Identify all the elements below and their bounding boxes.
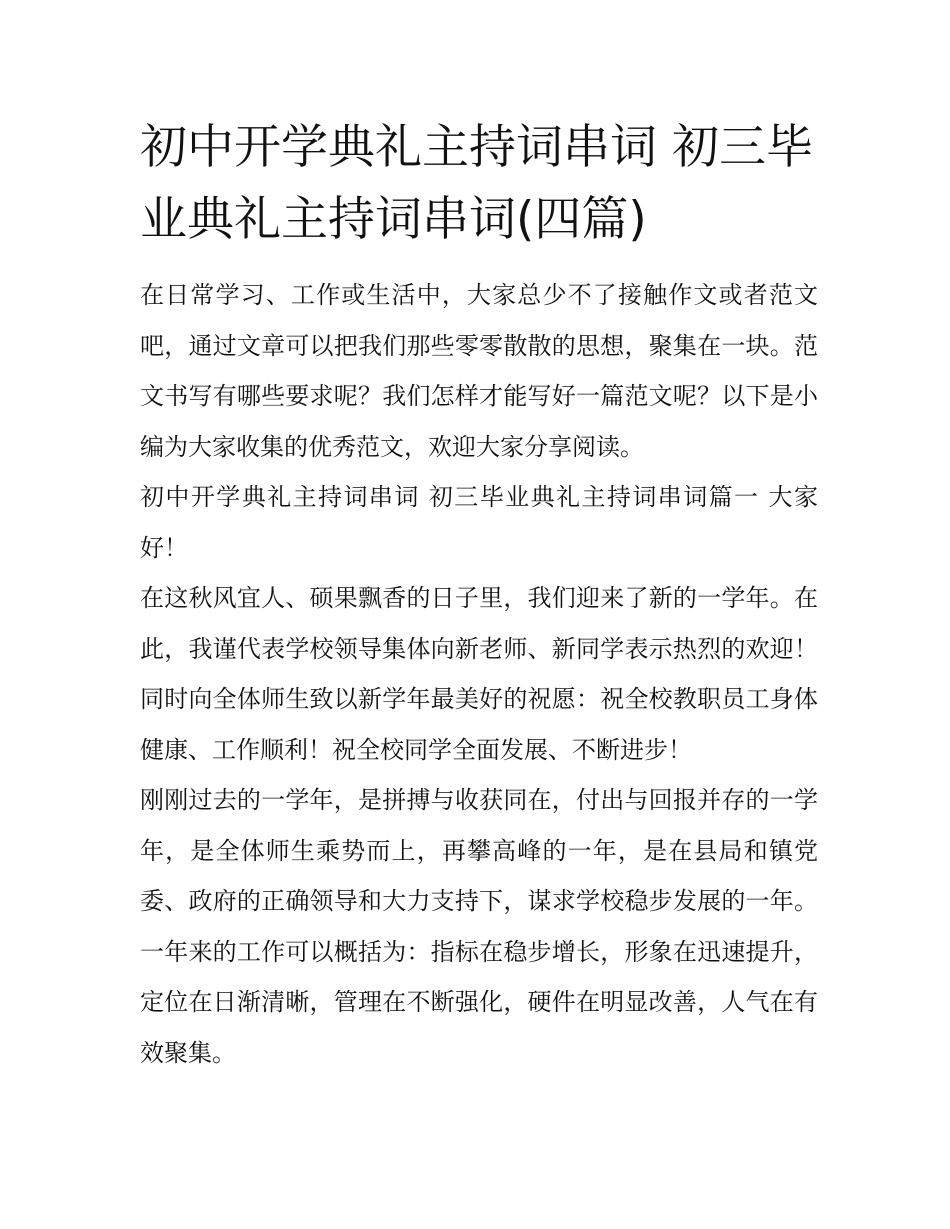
document-content — [140, 112, 818, 1078]
document-title: 初中开学典礼主持词串词 初三毕业典礼主持词串词(四篇) — [140, 120, 813, 247]
paragraph-greeting: 初中开学典礼主持词串词 初三毕业典礼主持词串词篇一 大家好！ — [140, 483, 818, 562]
paragraph-intro: 在日常学习、工作或生活中，大家总少不了接触作文或者范文吧，通过文章可以把我们那些零零散散的思想，聚集在一块。范文书写有哪些要求呢？我们怎样才能写好一篇范文呢？以下是小编为大家收集的优秀范文，欢迎大家分享阅读。 — [140, 281, 818, 461]
paragraph-welcome: 在这秋风宜人、硕果飘香的日子里，我们迎来了新的一学年。在此，我谨代表学校领导集体向新老师、新同学表示热烈的欢迎！同时向全体师生致以新学年最美好的祝愿：祝全校教职员工身体健康、工作顺利！祝全校同学全面发展、不断进步！ — [140, 584, 818, 764]
paragraph-review: 刚刚过去的一学年，是拼搏与收获同在，付出与回报并存的一学年，是全体师生乘势而上，再攀高峰的一年，是在县局和镇党委、政府的正确领导和大力支持下，谋求学校稳步发展的一年。一年来的工作可以概括为：指标在稳步增长，形象在迅速提升，定位在日渐清晰，管理在不断强化，硬件在明显改善，人气在有效聚集。 — [140, 786, 818, 1067]
